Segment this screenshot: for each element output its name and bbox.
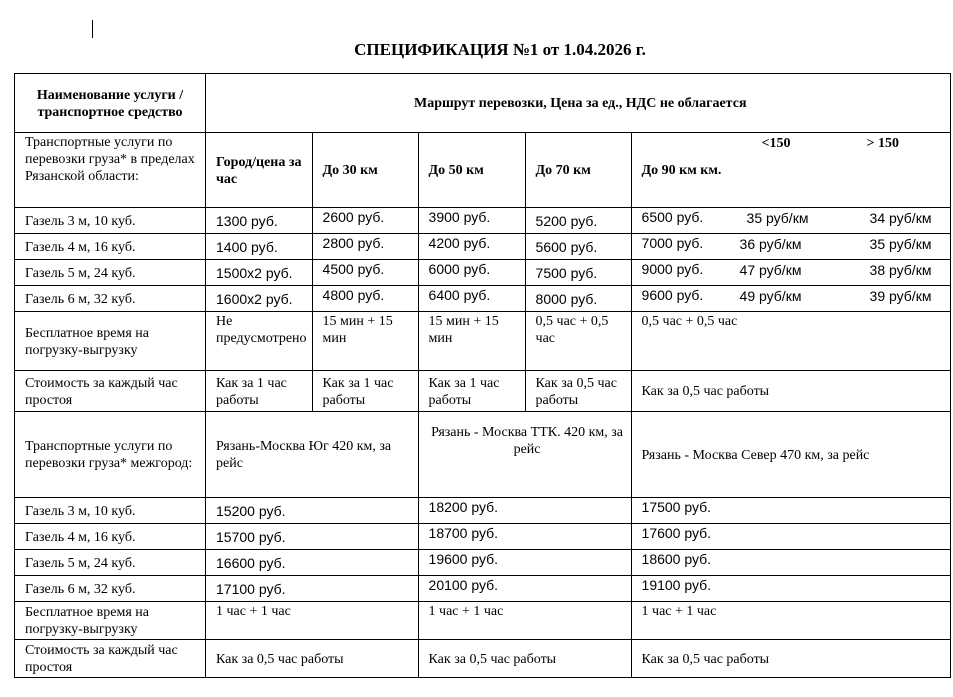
table-row <box>15 498 951 524</box>
free-time-70km: 0,5 час + 0,5 час <box>525 312 631 371</box>
price-north: 19100 руб. <box>631 576 950 602</box>
table-row <box>15 234 951 260</box>
idle-cost-city: Как за 1 час работы <box>206 371 313 412</box>
route-ttk: Рязань - Москва ТТК. 420 км, за рейс <box>418 412 631 498</box>
free-time-city: Не предусмотрено <box>206 312 313 371</box>
price-ttk: 19600 руб. <box>418 550 631 576</box>
free-time-row <box>15 602 951 640</box>
price-gt150: 35 руб/км <box>869 236 932 252</box>
table-row <box>15 524 951 550</box>
free-time-50km: 15 мин + 15 мин <box>418 312 525 371</box>
col-header-gt150: > 150 <box>866 136 900 151</box>
vehicle-name: Газель 5 м, 24 куб. <box>15 550 206 576</box>
price-30km: 2800 руб. <box>312 234 418 260</box>
price-90km-group <box>631 260 950 286</box>
vehicle-name: Газель 4 м, 16 куб. <box>15 234 206 260</box>
free-time-90km: 0,5 час + 0,5 час <box>631 312 950 371</box>
intercity-header-row <box>15 412 951 498</box>
price-city: 1500х2 руб. <box>206 260 313 286</box>
table-row <box>15 260 951 286</box>
col-header-70km: До 70 км <box>525 133 631 208</box>
price-70km: 8000 руб. <box>525 286 631 312</box>
col-header-50km: До 50 км <box>418 133 525 208</box>
vehicle-name: Газель 5 м, 24 куб. <box>15 260 206 286</box>
price-ttk: 20100 руб. <box>418 576 631 602</box>
col-header-90km-group <box>631 133 950 208</box>
route-south: Рязань-Москва Юг 420 км, за рейс <box>206 412 419 498</box>
price-90km: 6500 руб. <box>641 209 704 225</box>
price-50km: 4200 руб. <box>418 234 525 260</box>
price-70km: 7500 руб. <box>525 260 631 286</box>
price-90km-group <box>631 286 950 312</box>
price-90km-group <box>631 208 950 234</box>
col-header-90km: До 90 км км. <box>641 163 722 178</box>
price-90km-group <box>631 234 950 260</box>
price-ttk: 18700 руб. <box>418 524 631 550</box>
price-50km: 6400 руб. <box>418 286 525 312</box>
price-south: 17100 руб. <box>206 576 419 602</box>
idle-cost-70km: Как за 0,5 час работы <box>525 371 631 412</box>
price-lt150: 47 руб/км <box>739 262 802 278</box>
table-header-row <box>15 74 951 133</box>
col-header-lt150: <150 <box>761 136 791 151</box>
table-row <box>15 576 951 602</box>
free-time-label: Бесплатное время на погрузку-выгрузку <box>15 602 206 640</box>
idle-cost-row <box>15 371 951 412</box>
vehicle-name: Газель 3 м, 10 куб. <box>15 498 206 524</box>
price-gt150: 34 руб/км <box>869 210 932 226</box>
col-header-30km: До 30 км <box>312 133 418 208</box>
intercity-section-label: Транспортные услуги по перевозки груза* межгород: <box>15 412 206 498</box>
idle-cost-90km: Как за 0,5 час работы <box>631 371 950 412</box>
idle-cost-label: Стоимость за каждый час простоя <box>15 371 206 412</box>
free-time-south: 1 час + 1 час <box>206 602 419 640</box>
free-time-label: Бесплатное время на погрузку-выгрузку <box>15 312 206 371</box>
price-lt150: 49 руб/км <box>739 288 802 304</box>
price-50km: 3900 руб. <box>418 208 525 234</box>
free-time-row <box>15 312 951 371</box>
price-city: 1400 руб. <box>206 234 313 260</box>
vehicle-name: Газель 6 м, 32 куб. <box>15 576 206 602</box>
price-70km: 5200 руб. <box>525 208 631 234</box>
price-south: 15700 руб. <box>206 524 419 550</box>
document-title: СПЕЦИФИКАЦИЯ №1 от 1.04.2026 г. <box>354 40 646 59</box>
price-30km: 4500 руб. <box>312 260 418 286</box>
idle-cost-south: Как за 0,5 час работы <box>206 640 419 678</box>
price-north: 18600 руб. <box>631 550 950 576</box>
local-section-label: Транспортные услуги по перевозки груза* в пределах Рязанской области: <box>15 133 206 208</box>
idle-cost-50km: Как за 1 час работы <box>418 371 525 412</box>
idle-cost-ttk: Как за 0,5 час работы <box>418 640 631 678</box>
price-city: 1600х2 руб. <box>206 286 313 312</box>
header-route-price: Маршрут перевозки, Цена за ед., НДС не облагается <box>206 74 951 133</box>
price-30km: 4800 руб. <box>312 286 418 312</box>
price-north: 17500 руб. <box>631 498 950 524</box>
price-ttk: 18200 руб. <box>418 498 631 524</box>
free-time-north: 1 час + 1 час <box>631 602 950 640</box>
text-cursor <box>92 20 93 38</box>
table-row <box>15 208 951 234</box>
price-90km: 7000 руб. <box>641 235 704 251</box>
local-header-row <box>15 133 951 208</box>
idle-cost-30km: Как за 1 час работы <box>312 371 418 412</box>
price-south: 15200 руб. <box>206 498 419 524</box>
idle-cost-label: Стоимость за каждый час простоя <box>15 640 206 678</box>
price-30km: 2600 руб. <box>312 208 418 234</box>
free-time-30km: 15 мин + 15 мин <box>312 312 418 371</box>
table-row <box>15 550 951 576</box>
free-time-ttk: 1 час + 1 час <box>418 602 631 640</box>
vehicle-name: Газель 3 м, 10 куб. <box>15 208 206 234</box>
table-row <box>15 286 951 312</box>
idle-cost-north: Как за 0,5 час работы <box>631 640 950 678</box>
price-gt150: 38 руб/км <box>869 262 932 278</box>
price-90km: 9000 руб. <box>641 261 704 277</box>
price-90km: 9600 руб. <box>641 287 704 303</box>
price-south: 16600 руб. <box>206 550 419 576</box>
price-north: 17600 руб. <box>631 524 950 550</box>
price-city: 1300 руб. <box>206 208 313 234</box>
price-lt150: 36 руб/км <box>739 236 802 252</box>
vehicle-name: Газель 4 м, 16 куб. <box>15 524 206 550</box>
price-70km: 5600 руб. <box>525 234 631 260</box>
specification-table <box>14 73 951 678</box>
header-service-name: Наименование услуги / транспортное средство <box>15 74 206 133</box>
route-north: Рязань - Москва Север 470 км, за рейс <box>631 412 950 498</box>
price-50km: 6000 руб. <box>418 260 525 286</box>
price-lt150: 35 руб/км <box>746 210 809 226</box>
col-header-city: Город/цена за час <box>206 133 313 208</box>
idle-cost-row <box>15 640 951 678</box>
vehicle-name: Газель 6 м, 32 куб. <box>15 286 206 312</box>
price-gt150: 39 руб/км <box>869 288 932 304</box>
